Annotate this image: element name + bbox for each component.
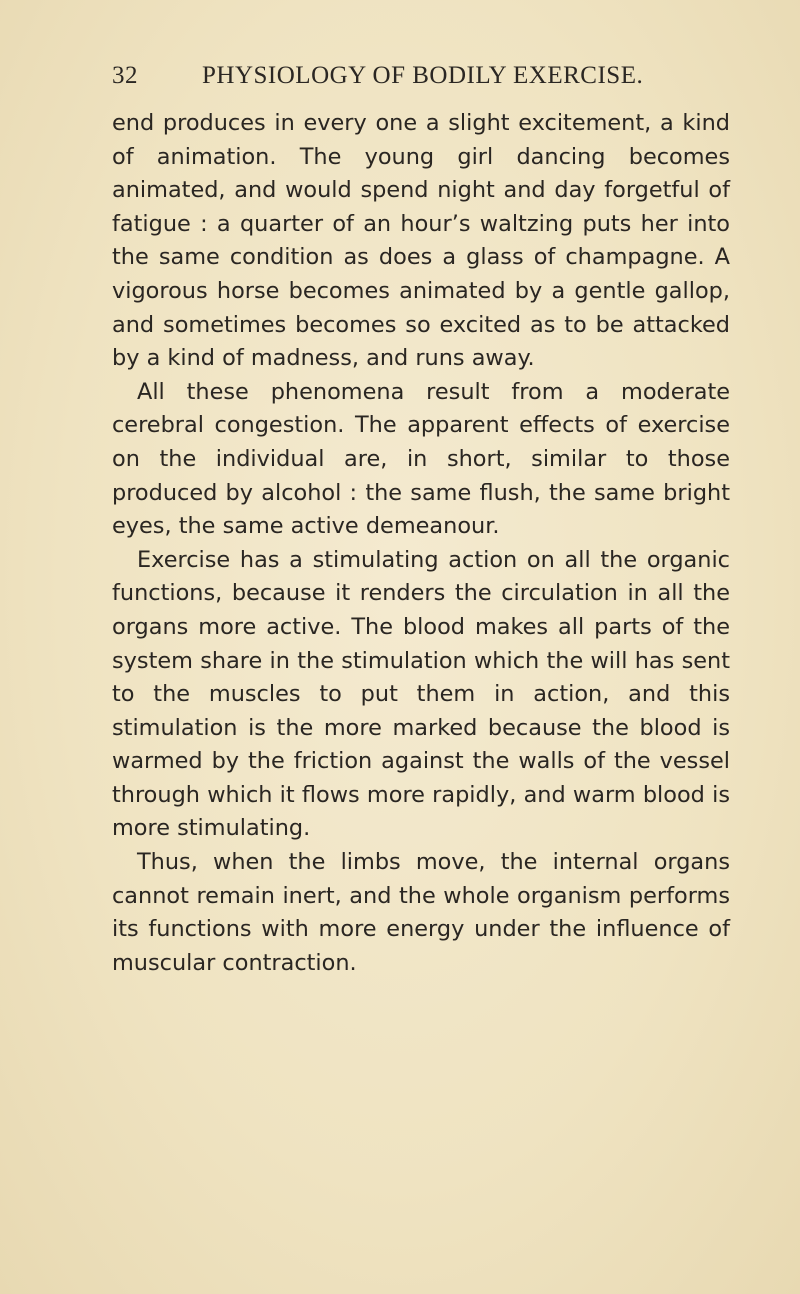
running-title: PHYSIOLOGY OF BODILY EXERCISE. — [202, 62, 644, 89]
paragraph-continuation: end produces in every one a slight excitement, a kind of animation. The young girl dancing becomes animated, and would spend night and day forgetful of fatigue : a quarter of an hour’s waltzing puts her into the same condition as does a glass of champagne. A vigorous horse becomes animated by a gentle gallop, and sometimes becomes so excited as to be attacked by a kind of madness, and runs away. — [112, 110, 730, 372]
paragraph: Thus, when the limbs move, the internal organs cannot remain inert, and the whole organism performs its functions with more energy under the influence of muscular contraction. — [112, 849, 730, 976]
paragraph: Exercise has a stimulating action on all the organic functions, because it renders the circulation in all the organs more active. The blood makes all parts of the system share in the stimulation which the will has sent to the muscles to put them in action, and this stimulation is the more marked because the blood is warmed by the friction against the walls of the vessel through which it flows more rapidly, and warm blood is more stimulating. — [112, 546, 730, 842]
paragraph: All these phenomena result from a moderate cerebral congestion. The apparent effects of exercise on the individual are, in short, similar to those produced by alcohol : the same flush, the same bright eyes, the same active demeanour. — [112, 378, 730, 540]
page-number: 32 — [112, 62, 138, 89]
running-head — [112, 62, 742, 102]
body-text — [112, 107, 730, 980]
